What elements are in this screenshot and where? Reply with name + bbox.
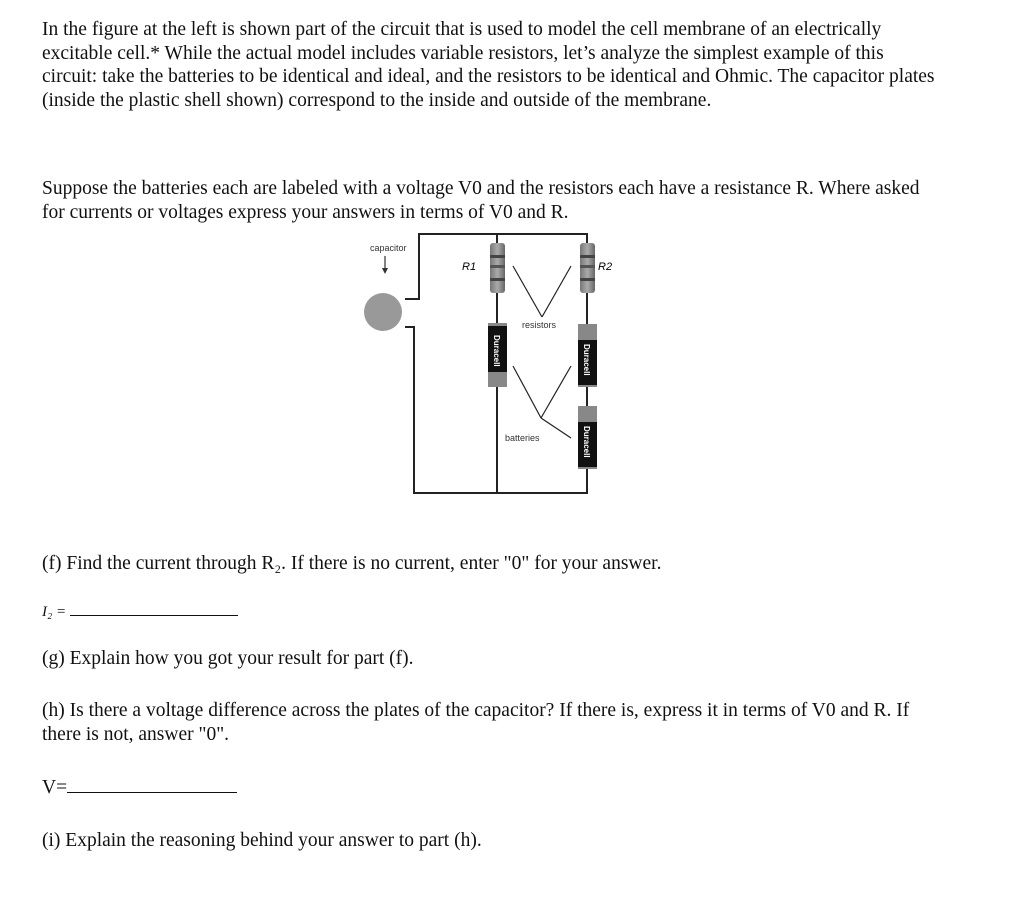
v-label: V= [42, 777, 68, 798]
v-answer-row [42, 777, 237, 799]
setup-paragraph: Suppose the batteries each are labeled with a voltage V0 and the resistors each have a resistance R. Where asked for currents or voltages express your answers in terms of V0 and R. [42, 178, 920, 223]
intro-paragraph: In the figure at the left is shown part of the circuit that is used to model the cell membrane of an electrically excitable cell.* While the actual model includes variable resistors, let’s analyze the simplest example of this circuit: take the batteries to be identical and ideal, and the resistors to be identical and Ohmic. The capacitor plates (inside the plastic shell shown) correspond to the inside and outside of the membrane. [42, 19, 935, 111]
resistor-r1 [490, 243, 505, 293]
r1-label: R1 [462, 261, 477, 273]
part-i-question: (i) Explain the reasoning behind your answer to part (h). [42, 830, 482, 851]
resistors-label: resistors [522, 320, 557, 330]
battery-brand: Duracell [582, 426, 591, 458]
circuit-figure [350, 228, 630, 500]
i2-answer-row [42, 604, 238, 621]
part-h-question: (h) Is there a voltage difference across the plates of the capacitor? If there is, express it in terms of V0 and R. If there is not, answer "0". [42, 700, 910, 745]
battery-brand: Duracell [582, 344, 591, 376]
v-answer-field[interactable] [67, 792, 237, 793]
battery-3 [578, 406, 597, 469]
r2-label: R2 [598, 261, 613, 273]
battery-2 [578, 324, 597, 387]
part-g-question: (g) Explain how you got your result for part (f). [42, 648, 414, 669]
battery-brand: Duracell [492, 335, 501, 367]
capacitor [364, 243, 407, 331]
pointer-arrows [513, 266, 571, 438]
i2-answer-field[interactable] [70, 615, 238, 616]
resistor-r2 [580, 243, 595, 293]
i2-label: I₂ = [42, 604, 67, 620]
part-f-question: (f) Find the current through R₂. If there is no current, enter "0" for your answer. [42, 553, 662, 574]
battery-1 [488, 323, 507, 387]
batteries-label: batteries [505, 433, 540, 443]
capacitor-label: capacitor [370, 243, 407, 253]
